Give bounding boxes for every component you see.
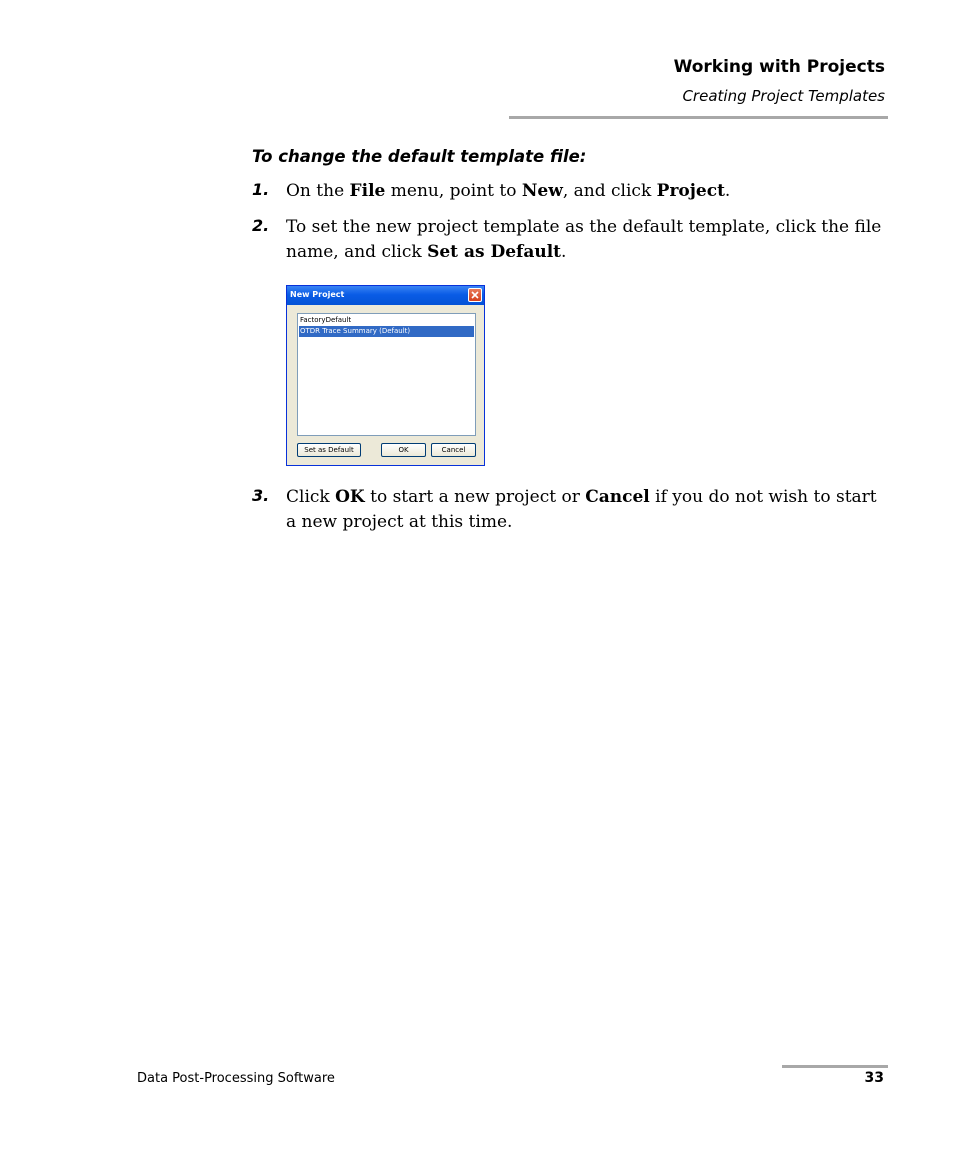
step-number: 3. bbox=[252, 486, 270, 505]
step-text: Click OK to start a new project or Cancel if you do not wish to start a new project at this time. bbox=[286, 487, 877, 532]
cancel-button[interactable]: Cancel bbox=[431, 443, 476, 457]
step-text: On the File menu, point to New, and click Project. bbox=[286, 181, 731, 201]
close-icon bbox=[471, 291, 479, 299]
dialog-titlebar[interactable] bbox=[287, 286, 484, 305]
list-item[interactable]: OTDR Trace Summary (Default) bbox=[299, 326, 474, 337]
footer-rule bbox=[782, 1065, 888, 1068]
running-header-subtitle: Creating Project Templates bbox=[682, 87, 885, 105]
step-text: To set the new project template as the default template, click the file name, and click Set as Default. bbox=[286, 217, 882, 262]
procedure-title: To change the default template file: bbox=[252, 147, 587, 166]
set-as-default-button[interactable]: Set as Default bbox=[297, 443, 361, 457]
close-button[interactable] bbox=[468, 288, 482, 302]
template-listbox[interactable] bbox=[297, 313, 476, 436]
dialog-title: New Project bbox=[290, 290, 345, 299]
step-number: 1. bbox=[252, 180, 270, 199]
list-item[interactable]: FactoryDefault bbox=[300, 316, 352, 324]
new-project-dialog bbox=[286, 285, 485, 466]
ok-button[interactable]: OK bbox=[381, 443, 426, 457]
page-number: 33 bbox=[864, 1070, 884, 1086]
header-rule bbox=[509, 116, 888, 119]
running-header-title: Working with Projects bbox=[673, 57, 885, 77]
footer-product-name: Data Post-Processing Software bbox=[137, 1071, 335, 1086]
step-number: 2. bbox=[252, 216, 270, 235]
